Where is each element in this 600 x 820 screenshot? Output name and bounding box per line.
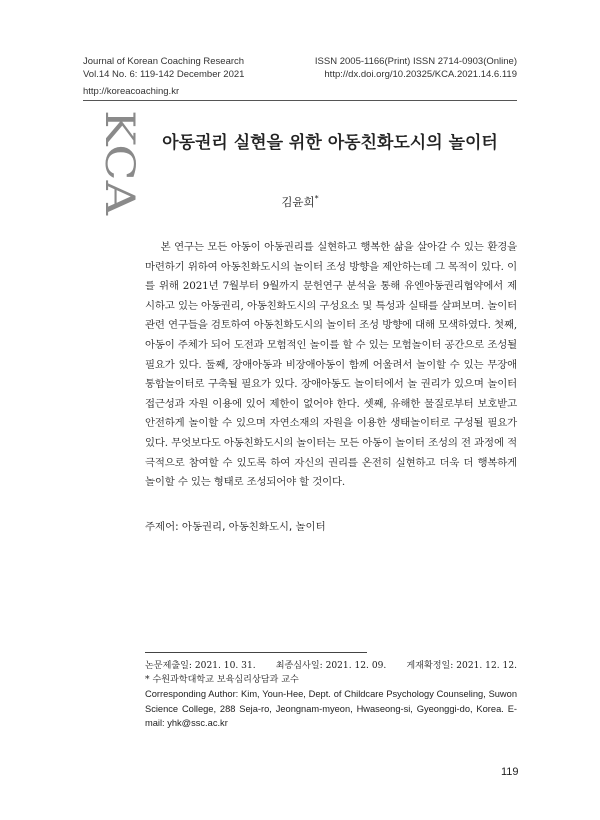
journal-header-right xyxy=(315,55,517,81)
received-date: 논문제출일: 2021. 10. 31. xyxy=(145,661,256,671)
page-number: 119 xyxy=(501,766,519,778)
keywords: 주제어: 아동권리, 아동친화도시, 놀이터 xyxy=(145,521,326,533)
kca-logo-text: KCA xyxy=(96,110,142,199)
journal-header-left xyxy=(83,55,244,81)
journal-doi[interactable]: http://dx.doi.org/10.20325/KCA.2021.14.6.119 xyxy=(324,69,517,80)
paper-title: 아동권리 실현을 위한 아동친화도시의 놀이터 xyxy=(162,133,498,153)
journal-name: Journal of Korean Coaching Research xyxy=(83,56,245,67)
author-name: 김윤희 xyxy=(281,195,315,209)
journal-volume: Vol.14 No. 6: 119-142 December 2021 xyxy=(83,69,245,80)
submission-dates xyxy=(145,659,517,674)
header-rule xyxy=(83,100,517,101)
accept-date: 게재확정일: 2021. 12. 12. xyxy=(406,661,517,671)
abstract: 본 연구는 모든 아동이 아동권리를 실현하고 행복한 삶을 살아갈 수 있는 환경을 마련하기 위하여 아동친화도시의 놀이터 조성 방향을 제안하는데 그 목적이 있다. 이를 위해 2021년 7월부터 9월까지 문헌연구 분석을 통해 유엔아동권리협약에서 제시하고 있는 아동권리, 아동친화도시의 구성요소 및 특성과 실태를 살펴보며. 놀이터 관련 연구들을 검토하여 아동친화도시의 놀이터 조성 방향에 대해 모색하였다. 첫째, 아동이 주체가 되어 도전과 모험적인 놀이를 할 수 있는 모험놀이터 공간으로 조성될 필요가 있다. 둘째, 장애아동과 비장애아동이 함께 어울려서 놀이할 수 있는 무장애 통합놀이터로 구축될 필요가 있다. 장애아동도 놀이터에서 놀 권리가 있으며 놀이터 접근성과 자원 이용에 있어 제한이 없어야 한다. 셋째, 유해한 물질로부터 보호받고 안전하게 놀이할 수 있으며 자연소재의 자원을 이용한 생태놀이터로 구성될 필요가 있다. 무엇보다도 아동친화도시의 놀이터는 모든 아동이 놀이터 조성의 전 과정에 적극적으로 참여할 수 있도록 하여 자신의 권리를 온전히 실현하고 더욱 더 행복하게 놀이할 수 있는 형태로 조성되어야 할 것이다. xyxy=(145,241,517,489)
review-date: 최종심사일: 2021. 12. 09. xyxy=(275,661,387,671)
corresponding-author: Corresponding Author: Kim, Youn-Hee, Dept. of Childcare Psychology Counseling, Suwon Science College, 288 Seja-ro, Jeongnam-myeon, Hwaseong-si, Gyeonggi-do, Korea. E-mail: yhk@ssc.ac.kr xyxy=(145,689,517,728)
journal-url[interactable]: http://koreacoaching.kr xyxy=(83,86,180,97)
journal-issn: ISSN 2005-1166(Print) ISSN 2714-0903(Online) xyxy=(314,56,517,67)
author-mark: * xyxy=(314,194,319,204)
author xyxy=(0,194,600,210)
author-affiliation: * 수원과학대학교 보육심리상담과 교수 xyxy=(145,675,299,685)
footnote-rule xyxy=(145,652,367,653)
